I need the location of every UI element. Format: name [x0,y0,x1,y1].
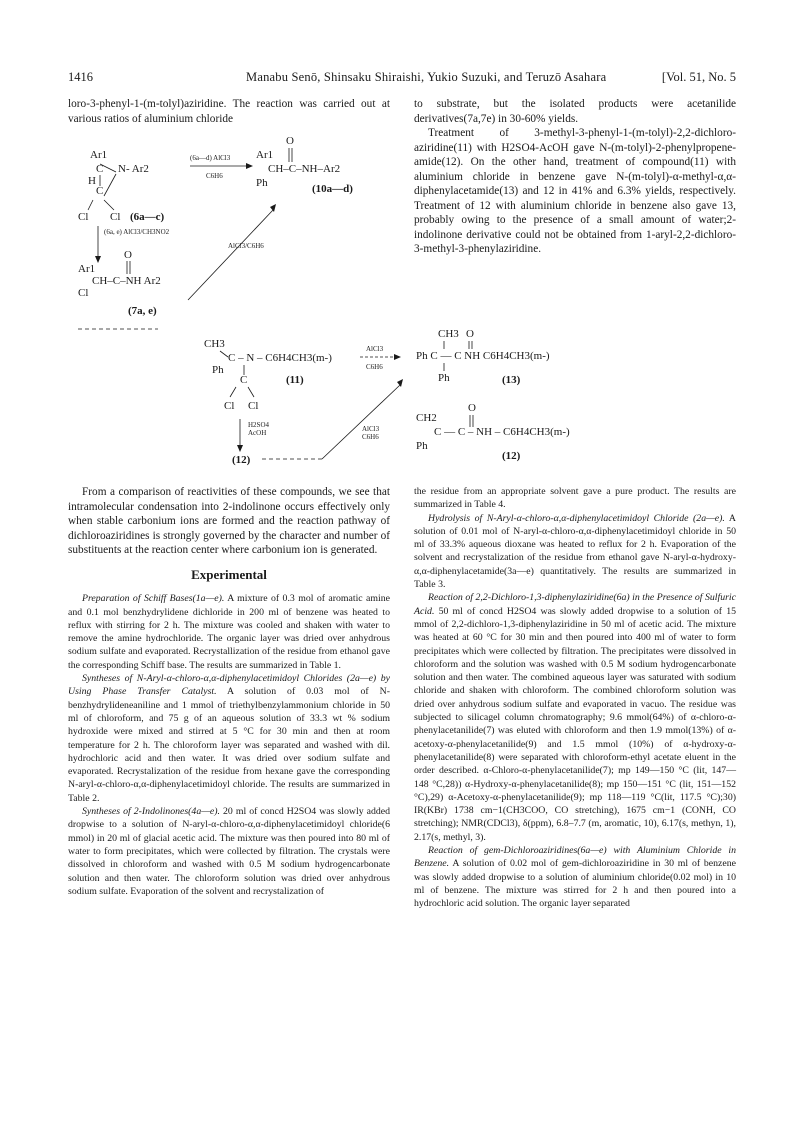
reaction-scheme-2 [190,325,750,475]
s1-ar1-7: Ar1 [78,263,96,275]
h1-title: Hydrolysis of N-Aryl-α-chloro-α,α-diphenylacetimidoyl Chloride (2a—e). [428,512,725,524]
s1-arrow1-bottom: C6H6 [206,172,223,180]
exp-sulfuric-acid [414,591,736,844]
authors: Manabu Senō, Shinsaku Shiraishi, Yukio Suzuki, and Teruzō Asahara [246,70,607,84]
exp-indolinones [68,805,390,898]
s2-arrow3-top: AlCl3 [362,425,380,433]
intro-text-right [414,97,736,257]
s2-ch3-13: CH3 [438,328,459,340]
page-header [68,70,736,86]
s2-label-11: (11) [286,374,304,386]
s2-o-12: O [468,402,476,414]
s2-cl-2: Cl [248,400,259,412]
s1-product-10: CH–C–NH–Ar2 [268,163,341,175]
s1-n-ar2: N- Ar2 [118,163,149,175]
s1-ar1: Ar1 [90,149,108,161]
s1-o-10: O [286,135,294,147]
s1-label-6: (6a—c) [130,211,165,223]
exp1-text: A mixture of 0.3 mol of aromatic amine and 0.1 mol benzhydrylidene dichloride in 200 ml of benzene was heated to reflux with stirring for 2 h. The mixture was cooled and shaken with water to remove the amine hydrochloride. The organic layer was dried over anhydrous sodium sulfate and evaporated. Recrystallization of the residue from ethanol gave the corresponding Schiff base. The results are summarized in Table 1. [68,593,390,671]
s1-arrow2: (6a, e) AlCl3/CH3NO2 [104,228,170,236]
intro-right-p2: Treatment of 3-methyl-3-phenyl-1-(m-tolyl)-2,2-dichloro-aziridine(11) with H2SO4-AcOH gave N-(m-tolyl)-2-phenylpropene-amide(12). On the other hand, treatment of compound(11) with aluminium chloride in benzene gave N-(m-tolyl)-α-methyl-α,α-diphenylacetamide(13) and 12 in 41% and 6.3% yields, respectively. Treatment of 12 with aluminium chloride in benzene also gave 13, probably owing to the presence of a small amount of water;2-indolinone derivative could not be obtained from 1-aryl-2,2-dichloro-3-methyl-3-phenylaziridine. [414,127,736,256]
s2-c: C [240,374,248,386]
s1-cl-7: Cl [78,287,89,299]
s1-label-7: (7a, e) [128,305,157,317]
h2-title: Reaction of 2,2-Dichloro-1,3-diphenylaziridine(6a) in the Presence of Sulfuric Acid. [414,592,736,617]
exp-hydrolysis [414,512,736,592]
conclusion-paragraph: From a comparison of reactivities of these compounds, we see that intramolecular condensation into 2-indolinone occurs effectively only when stable carbonium ions are formed and the reaction pathway of dichloroaziridines is strongly governed by the character and number of substituents at the reaction center where carbonium ion is generated. [68,486,390,557]
s1-h: H [88,175,96,187]
s2-ph-13: Ph [438,372,450,384]
h3-title: Reaction of gem-Dichloroaziridines(6a—e) with Aluminium Chloride in Benzene. [414,845,736,870]
s1-label-10: (10a—d) [312,183,353,195]
page-number: 1416 [68,70,93,84]
volume-info: [Vol. 51, No. 5 [661,70,736,84]
s1-ar1-10: Ar1 [256,149,274,161]
s2-ph: Ph [212,364,224,376]
exp-imidoyl-chlorides [68,672,390,805]
s1-cl-2: Cl [110,211,121,223]
s2-arrow2-bottom: AcOH [248,429,267,437]
s1-c-top: C [96,163,104,175]
s2-ch2: CH2 [416,412,437,424]
intro-paragraph: loro-3-phenyl-1-(m-tolyl)aziridine. The reaction was carried out at various ratios of aluminium chloride [68,98,390,125]
exp-schiff-bases [68,592,390,672]
h2-text: 50 ml of concd H2SO4 was slowly added dropwise to a solution of 15 mmol of 2,2-dichloro-1,3-diphenylaziridine in 50 ml of acetic acid. The mixture was heated at 60 °C for 30 min and then poured into 400 ml of water to form precipitates which were collected by filtration. The precipitates were dissolved in chloroform and the solution was washed with 0.5 M sodium hydrogencarbonate solution and then water. The combined aqueous layer was saturated with sodium chloride and shaken with chloroform. The combined chloroform solution was dried over anhydrous sodium sulfate and evaporated in vacuo. The residue was subjected to silicagel column chromatography; 9.6 mmol(64%) of α-chloro-α-phenylacetanilide(7) was eluted with chloroform and then 1.9 mmol(13%) of α-acetoxy-α-phenylacetanilide(9) and 1.5 mmol (10%) of α-hydroxy-α-phenylacetanilide(8) were separated with chloroform-ethyl acetate eluent in the order described. α-Chloro-α-phenylacetanilide(7); mp 149—150 °C (lit, 147—148 °C,28)) α-Hydroxy-α-phenylacetanilide(8); mp 150—151 °C (lit, 151—152 °C),29) α-Acetoxy-α-phenylacetanilide(9); mp 118—119 °C(lit, 117.5 °C);30) IR(KBr) 1738 cm−1(CH3COO, CO stretching), 1675 cm−1 (CONH, CO stretching); NMR(CDCl3), δ(ppm), 6.8–7.7 (m, aromatic, 10), 6.17(s, methyn, 1), 2.17(s, methyl, 3). [414,605,736,843]
exp3-title: Syntheses of 2-Indolinones(4a—e). [82,806,220,818]
s2-ch3: CH3 [204,338,225,350]
reaction-scheme-1 [68,130,398,330]
intro-text-left [68,97,390,126]
s1-arrow1-top: (6a—d) AlCl3 [190,154,231,162]
s1-cl-1: Cl [78,211,89,223]
s1-c-bottom: C [96,185,104,197]
s2-product-13: Ph C — C NH C6H4CH3(m-) [416,350,550,362]
s2-arrow1-top: AlCl3 [366,345,384,353]
s2-arrow1-bottom: C6H6 [366,363,383,371]
exp1-title: Preparation of Schiff Bases(1a—e). [82,593,225,605]
exp2-text: A solution of 0.03 mol of N-benzhydrylideneaniline and 1 mmol of triethylbenzylammonium chloride in 50 ml of chloroform, and 75 g of an aqueous solution of 33.3 wt % sodium hydroxide were mixed and stirred at 5 °C for 30 min and then at room temperature for 2 h. The chloroform layer was separated and washed with dil. hydrochloric acid and then water. It was dried over sodium sulfate and evaporated. Recrystalization of the residue from hexane gave the corresponding N-aryl-α-chloro-α,α-diphenylacetimidoyl chloride. The results are summarized in Table 2. [68,686,390,804]
s2-product-12: C — C – NH – C6H4CH3(m-) [434,426,570,438]
intro-right-p1: to substrate, but the isolated products were acetanilide derivatives(7a,7e) in 30-60% yields. [414,98,736,125]
s2-o-13: O [466,328,474,340]
s2-label-12b: (12) [502,450,521,462]
exp3-text: 20 ml of concd H2SO4 was slowly added dropwise to a solution of N-aryl-α-chloro-α,α-diphenylacetimidoyl chloride(6 mmol) in 20 ml of glacial acetic acid. The mixture was then poured into 80 ml of water to form precipitates, which were collected by filtration. The crystals were dissolved in chloroform and washed with 0.5 M sodium hydrogencarbonate solution and then water. The chloroform solution was dried over anhydrous sodium sulfate. Evaporation of the solvent and recrystalization of [68,806,391,897]
s2-arrow2-top: H2SO4 [248,421,270,429]
left-column [68,485,390,898]
s2-label-13: (13) [502,374,521,386]
section-heading-experimental: Experimental [191,566,267,582]
h3-text: A solution of 0.02 mol of gem-dichloroaziridine in 30 ml of benzene was slowly added dropwise to a solution of aluminium chloride(0.02 mol) in 10 ml of benzene. The mixture was stirred for 2 h and then poured into a hydrochloric acid solution. The organic layer separated [414,858,736,910]
s2-arrow3-bottom: C6H6 [362,433,379,441]
s2-cl-1: Cl [224,400,235,412]
s1-o-7: O [124,249,132,261]
s2-c-n: C – N – C6H4CH3(m-) [228,352,332,364]
s2-ph-12: Ph [416,440,428,452]
exp-aluminium-chloride [414,844,736,910]
s1-arrow3: AlCl3/C6H6 [228,242,264,250]
s2-label-12a: (12) [232,454,251,466]
s1-ph-10: Ph [256,177,268,189]
exp2-title: Syntheses of N-Aryl-α-chloro-α,α-diphenylacetimidoyl Chlorides (2a—e) by Using Phase Transfer Catalyst. [68,673,390,698]
results-continuation: the residue from an appropriate solvent gave a pure product. The results are summarized in Table 4. [414,486,736,511]
right-column [414,485,736,911]
h1-text: A solution of 0.01 mol of N-aryl-α-chloro-α,α-diphenylacetimidoyl chloride in 50 ml of 33.3% aqueous dioxane was heated to reflux for 2 h. Evaporation of the solvent and recrystalization of the residue from ethanol gave N-aryl-α-hydroxy-α,α-diphenylacetamide(3a—e) quantitatively. The results are summarized in Table 3. [414,512,736,591]
s1-product-7: CH–C–NH Ar2 [92,275,161,287]
